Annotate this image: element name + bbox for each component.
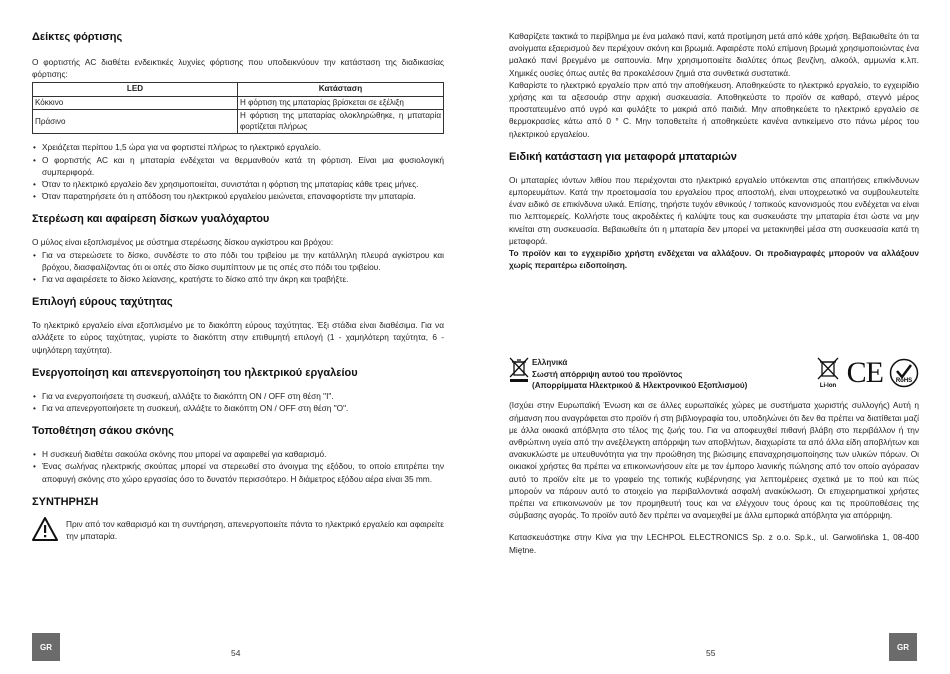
disc-heading: Στερέωση και αφαίρεση δίσκων γυαλόχαρτου bbox=[32, 213, 270, 226]
dust-list bbox=[32, 448, 444, 485]
disc-list bbox=[32, 249, 444, 286]
table-cell: Κόκκινο bbox=[33, 96, 238, 110]
weee-title bbox=[532, 357, 747, 392]
disc-intro: Ο μύλος είναι εξοπλισμένος με σύστημα στερέωσης δίσκου αγκίστρου και βρόχου: bbox=[32, 237, 334, 248]
list-item: • Για να απενεργοποιήσετε τη συσκευή, αλλάξτε το διακόπτη ON / OFF στη θέση "O". bbox=[32, 402, 444, 414]
table-header-status: Κατάσταση bbox=[238, 83, 444, 97]
table-row bbox=[33, 110, 444, 134]
transport-text: Οι μπαταρίες ιόντων λιθίου που περιέχονται στο ηλεκτρικό εργαλείο υπόκεινται στις απαιτήσεις επικίνδυνων εμπορευμάτων. Κατά την προετοιμασία του εργαλείου προς αποστολή, είναι υποχρεωτικό να συμβουλευτείτε έναν ειδικό σε επικίνδυνα υλικά. Επίσης, τηρήστε τυχόν εθνικούς / τοπικούς κανονισμούς που ενδέχεται να είναι πιο λεπτομερείς. Κολλήστε τους ακροδέκτες ή καλύψτε τους και συσκευάστε την μπαταρία έτσι ώστε να μην κινείται στη συσκευασία. Βεβαιωθείτε ότι η μπαταρία δεν μπορεί να μετακινηθεί μέσα στη συσκευασία κατά τη μεταφορά. bbox=[509, 174, 919, 246]
care-text-1: Καθαρίζετε τακτικά το περίβλημα με ένα μαλακό πανί, κατά προτίμηση μετά από κάθε χρήση. Βεβαιωθείτε ότι τα ανοίγματα εξαερισμού δεν περιέχουν σκόνη και βρωμιά. Αφαιρέστε πολύ επίμονη βρωμιά χρησιμοποιώντας ένα μαλακό πανί βρεγμένο με σαπουνία. Μην χρησιμοποιείτε διαλύτες όπως βενζίνη, αλκοόλ, αμμωνία κ.λπ. Χημικές ουσίες όπως αυτές θα προκαλέσουν ζημιά στα συνθετικά συστατικά. bbox=[509, 31, 919, 78]
list-item: • Για να αφαιρέσετε το δίσκο λείανσης, κρατήστε το δίσκο από την άκρη και τραβήξτε. bbox=[32, 273, 444, 285]
table-cell: Πράσινο bbox=[33, 110, 238, 134]
weee-language: Ελληνικά bbox=[532, 358, 568, 368]
certification-marks bbox=[815, 357, 919, 389]
maintenance-heading: ΣΥΝΤΗΡΗΣΗ bbox=[32, 495, 99, 508]
list-item: • Χρειάζεται περίπου 1,5 ώρα για να φορτιστεί πλήρως το ηλεκτρικό εργαλείο. bbox=[32, 141, 444, 153]
li-ion-label: Li-Ion bbox=[819, 383, 836, 390]
crossed-bin-icon bbox=[509, 357, 529, 383]
indicators-intro: Ο φορτιστής AC διαθέτει ενδεικτικές λυχνίες φόρτισης που υποδεικνύουν την κατάσταση της διαδικασίας φόρτισης: bbox=[32, 57, 444, 80]
list-item: • Όταν παρατηρήσετε ότι η απόδοση του ηλεκτρικού εργαλείου μειώνεται, επαναφορτίστε την μπαταρία. bbox=[32, 190, 444, 202]
rohs-badge-icon bbox=[889, 358, 919, 388]
table-cell: Η φόρτιση της μπαταρίας βρίσκεται σε εξέλιξη bbox=[238, 96, 444, 110]
weee-line-2: (Απορρίμματα Ηλεκτρικού & Ηλεκτρονικού Εξοπλισμού) bbox=[532, 381, 748, 391]
transport-note: Το προϊόν και το εγχειρίδιο χρήστη ενδέχεται να αλλάξουν. Οι προδιαγραφές μπορούν να αλλάξουν χωρίς περαιτέρω ειδοποίηση. bbox=[509, 248, 919, 271]
table-cell: Η φόρτιση της μπαταρίας ολοκληρώθηκε, η μπαταρία φορτίζεται πλήρως bbox=[238, 110, 444, 134]
table-row bbox=[33, 96, 444, 110]
page-number: 55 bbox=[706, 648, 716, 658]
right-page bbox=[475, 0, 950, 674]
left-content bbox=[32, 30, 444, 542]
page-number: 54 bbox=[231, 648, 241, 658]
dust-heading: Τοποθέτηση σάκου σκόνης bbox=[32, 425, 174, 438]
speed-text: Το ηλεκτρικό εργαλείο είναι εξοπλισμένο με το διακόπτη εύρους ταχύτητας. Έξι στάδια είναι διαθέσιμα. Για να αλλάξετε το εύρος ταχύτητας, γυρίστε το διακόπτη στην επιθυμητή επιλογή (1 - χαμηλότερη ταχύτητα, 6 - υψηλότερη ταχύτητα). bbox=[32, 320, 444, 355]
maintenance-warning bbox=[32, 516, 444, 542]
language-tab: GR bbox=[889, 633, 917, 661]
care-text-2: Καθαρίστε το ηλεκτρικό εργαλείο πριν από την αποθήκευση. Αποθηκεύστε το ηλεκτρικό εργαλείο, το εγχειρίδιο χρήσης και τα αξεσουάρ στην αρχική συσκευασία. Αποθηκεύστε το προϊόν σε καθαρό, στεγνό μέρος προστατευμένο από υγρό και φυλάξτε το μακριά από παιδιά. Μην αποθηκεύετε το ηλεκτρικό εργαλείο σε θερμοκρασίες κάτω από 0 ° C. Μην τοποθετείτε ή αποθηκεύετε κανένα αντικείμενο στο πάνω μέρος του ηλεκτρικού εργαλείου. bbox=[509, 79, 919, 139]
list-item: • Ο φορτιστής AC και η μπαταρία ενδέχεται να θερμανθούν κατά τη φόρτιση. Είναι μια φυσιολογική συμπεριφορά. bbox=[32, 154, 444, 178]
list-item: • Για να ενεργοποιήσετε τη συσκευή, αλλάξτε το διακόπτη ON / OFF στη θέση "I". bbox=[32, 390, 444, 402]
disposal-text: (Ισχύει στην Ευρωπαϊκή Ένωση και σε άλλες ευρωπαϊκές χώρες με συστήματα χωριστής συλλογής) Αυτή η σήμανση που αναγράφεται στο προϊόν ή στη βιβλιογραφία του, υποδηλώνει ότι δεν θα πρέπει να διατίθεται μαζί με άλλα οικιακά απόβλητα στο τέλος της ζωής του. Για να αποφευχθεί πιθανή βλάβη στο περιβάλλον ή την ανθρώπινη υγεία από την ανεξέλεγκτη απόρριψη των αποβλήτων, διαχωρίστε τα από άλλα είδη αποβλήτων και ανακυκλώστε με υπευθυνότητα για την προώθηση της βιώσιμης επαναχρησιμοποίησης των υλικών πόρων. Οι οικιακοί χρήστες θα πρέπει να επικοινωνήσουν είτε με τον έμπορο λιανικής πώλησης από τον οποίο αγόρασαν αυτό το προϊόν είτε με το γραφείο της τοπικής κυβέρνησης για λεπτομέρειες σχετικά με το πού και πώς μπορούν να πάρουν αυτό το στοιχείο για περιβαλλοντικά ασφαλή ανακύκλωση. Οι επιχειρηματικοί χρήστες πρέπει να επικοινωνούν με τον προμηθευτή τους και να ελέγχουν τους όρους και τις προϋποθέσεις της σύμβασης αγοράς. Το προϊόν αυτό δεν πρέπει να αναμειχθεί με άλλα εμπορικά απόβλητα για απόρριψη. bbox=[509, 400, 919, 521]
language-tab: GR bbox=[32, 633, 60, 661]
right-content bbox=[509, 30, 919, 556]
list-item: • Ένας σωλήνας ηλεκτρικής σκούπας μπορεί να στερεωθεί στο άνοιγμα της εξόδου, το οποίο επιτρέπει την αποφυγή σκόνης στο χώρο εργασίας όσο το δυνατόν περισσότερο. Η διάμετρος εξόδου αέρα είναι 35 mm. bbox=[32, 460, 444, 484]
ce-mark: CE bbox=[846, 356, 883, 390]
transport-heading: Ειδική κατάσταση για μεταφορά μπαταριών bbox=[509, 150, 737, 163]
warning-triangle-icon bbox=[32, 517, 58, 541]
speed-heading: Επιλογή εύρους ταχύτητας bbox=[32, 296, 173, 309]
list-item: • Για να στερεώσετε το δίσκο, συνδέστε το στο πόδι του τριβείου με την κατάλληλη πλευρά αγκίστρου και βρόχου, διασφαλίζοντας ότι οι οπές στο δίσκο συμπίπτουν με τις οπές στο πόδι του τριβείου. bbox=[32, 249, 444, 273]
indicators-list bbox=[32, 141, 444, 202]
rohs-label: RoHS bbox=[895, 378, 913, 385]
table-header-row bbox=[33, 83, 444, 97]
indicators-heading: Δείκτες φόρτισης bbox=[32, 31, 123, 43]
onoff-list bbox=[32, 390, 444, 414]
manufacturer-text: Κατασκευάστηκε στην Κίνα για την LECHPOL ELECTRONICS Sp. z o.o. Sp.k., ul. Garwolińska 1, 08-400 Miętne. bbox=[509, 532, 919, 555]
weee-block bbox=[509, 357, 919, 391]
maintenance-text: Πριν από τον καθαρισμό και τη συντήρηση, απενεργοποιείτε πάντα το ηλεκτρικό εργαλείο και αφαιρείτε την μπαταρία. bbox=[66, 518, 444, 542]
charging-indicator-table bbox=[32, 82, 444, 134]
weee-line-1: Σωστή απόρριψη αυτού του προϊόντος bbox=[532, 369, 683, 379]
table-header-led: LED bbox=[33, 83, 238, 97]
list-item: • Όταν το ηλεκτρικό εργαλείο δεν χρησιμοποιείται, συνιστάται η φόρτιση της μπαταρίας κάθε τρεις μήνες. bbox=[32, 178, 444, 190]
li-ion-bin-icon bbox=[815, 357, 841, 389]
list-item: • Η συσκευή διαθέτει σακούλα σκόνης που μπορεί να αφαιρεθεί για καθαρισμό. bbox=[32, 448, 444, 460]
onoff-heading: Ενεργοποίηση και απενεργοποίηση του ηλεκτρικού εργαλείου bbox=[32, 366, 358, 379]
